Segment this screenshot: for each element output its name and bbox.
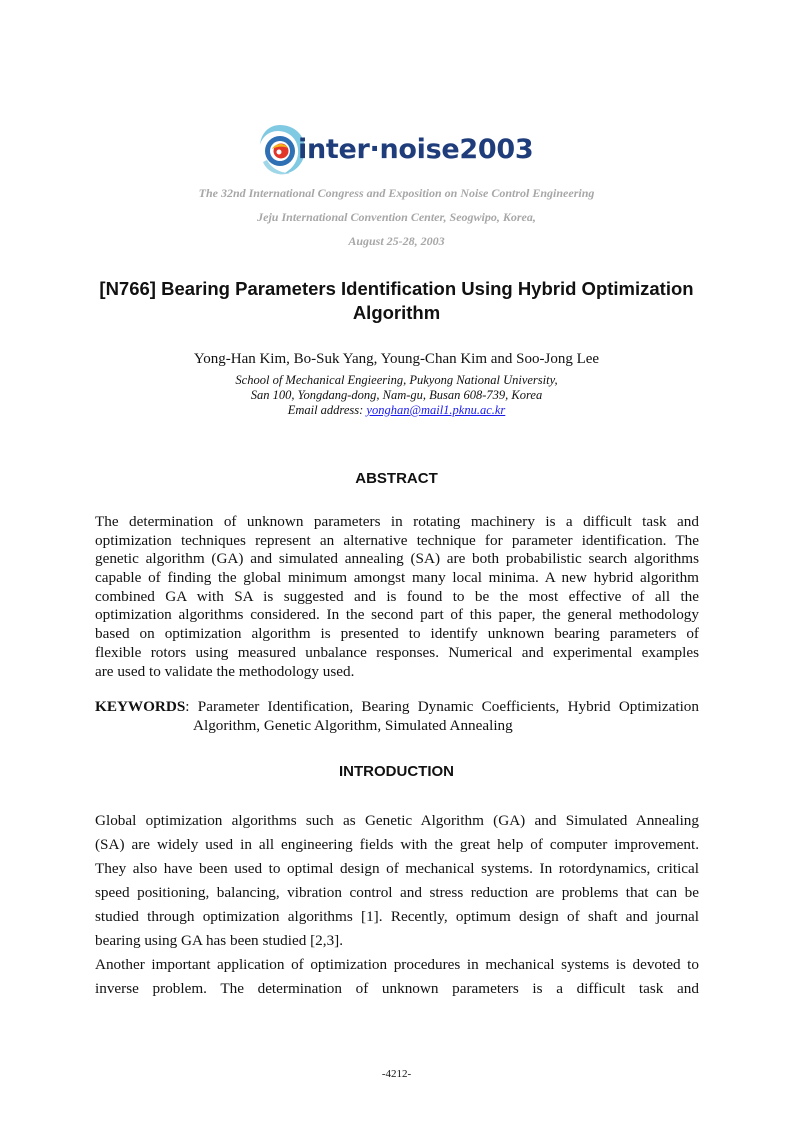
abstract-line: based on optimization algorithm is presented to identify unknown bearing parameters of	[95, 625, 699, 643]
affiliation-line: School of Mechanical Engieering, Pukyong National University,	[235, 373, 558, 387]
intro-line: Another important application of optimization procedures in mechanical systems is devoted to	[95, 956, 699, 973]
title-line: [N766] Bearing Parameters Identification Using Hybrid Optimization	[99, 278, 694, 299]
conference-name: The 32nd International Congress and Exposition on Noise Control Engineering	[198, 186, 595, 200]
abstract-heading: ABSTRACT	[355, 470, 438, 487]
page-number: -4212-	[381, 1068, 412, 1080]
introduction-heading: INTRODUCTION	[339, 763, 454, 780]
conference-venue: Jeju International Convention Center, Seogwipo, Korea,	[257, 210, 536, 224]
intro-line: bearing using GA has been studied [2,3].	[95, 932, 344, 949]
email-label: Email address:	[287, 403, 367, 417]
keywords-label: KEYWORDS	[95, 698, 186, 715]
abstract-line: The determination of unknown parameters in rotating machinery is a difficult task and	[95, 513, 699, 530]
abstract-line: flexible rotors using measured unbalance responses. Numerical and experimental examples	[95, 643, 699, 661]
intro-line: (SA) are widely used in all engineering fields with the great help of computer improvement.	[95, 836, 699, 853]
abstract-line: capable of finding the global minimum amongst many local minima. A new hybrid algorithm	[95, 569, 699, 587]
conference-dates: August 25-28, 2003	[348, 234, 445, 248]
email-line	[0, 403, 793, 418]
introduction-body	[95, 809, 699, 1001]
keywords-text: : Parameter Identification, Bearing Dynamic Coefficients, Hybrid Optimization	[185, 698, 699, 715]
abstract-line: combined GA with SA is suggested and is found to be the most effective of all the	[95, 587, 699, 605]
logo-wordmark: inter·noise2003	[298, 134, 534, 165]
title-line: Algorithm	[352, 302, 441, 323]
conference-logo	[253, 120, 543, 180]
abstract-line: optimization techniques represent an alternative technique for parameter identification. The	[95, 531, 699, 549]
email-link[interactable]: yonghan@mail1.pknu.ac.kr	[366, 403, 506, 417]
intro-line: Global optimization algorithms such as Genetic Algorithm (GA) and Simulated Annealing	[95, 812, 699, 829]
author-list: Yong-Han Kim, Bo-Suk Yang, Young-Chan Kim and Soo-Jong Lee	[193, 351, 600, 367]
keywords-block	[95, 698, 699, 735]
intro-line: They also have been used to optimal design of mechanical systems. In rotordynamics, critical	[95, 860, 699, 877]
abstract-line: are used to validate the methodology used.	[95, 662, 355, 680]
intro-line: studied through optimization algorithms [1]. Recently, optimum design of shaft and journal	[95, 908, 699, 925]
affiliation-address: San 100, Yongdang-dong, Nam-gu, Busan 608-739, Korea	[250, 388, 543, 402]
abstract-line: genetic algorithm (GA) and simulated annealing (SA) are both probabilistic search algorithms	[95, 550, 699, 568]
abstract-line: optimization algorithms considered. In the second part of this paper, the general methodology	[95, 606, 699, 624]
abstract-body	[95, 513, 699, 681]
intro-line: speed positioning, balancing, vibration control and stress reduction are problems that can be	[95, 884, 699, 901]
paper-title	[80, 277, 713, 325]
intro-line: inverse problem. The determination of unknown parameters is a difficult task and	[95, 980, 699, 997]
keywords-line	[95, 698, 699, 717]
keywords-line: Algorithm, Genetic Algorithm, Simulated Annealing	[193, 716, 513, 734]
